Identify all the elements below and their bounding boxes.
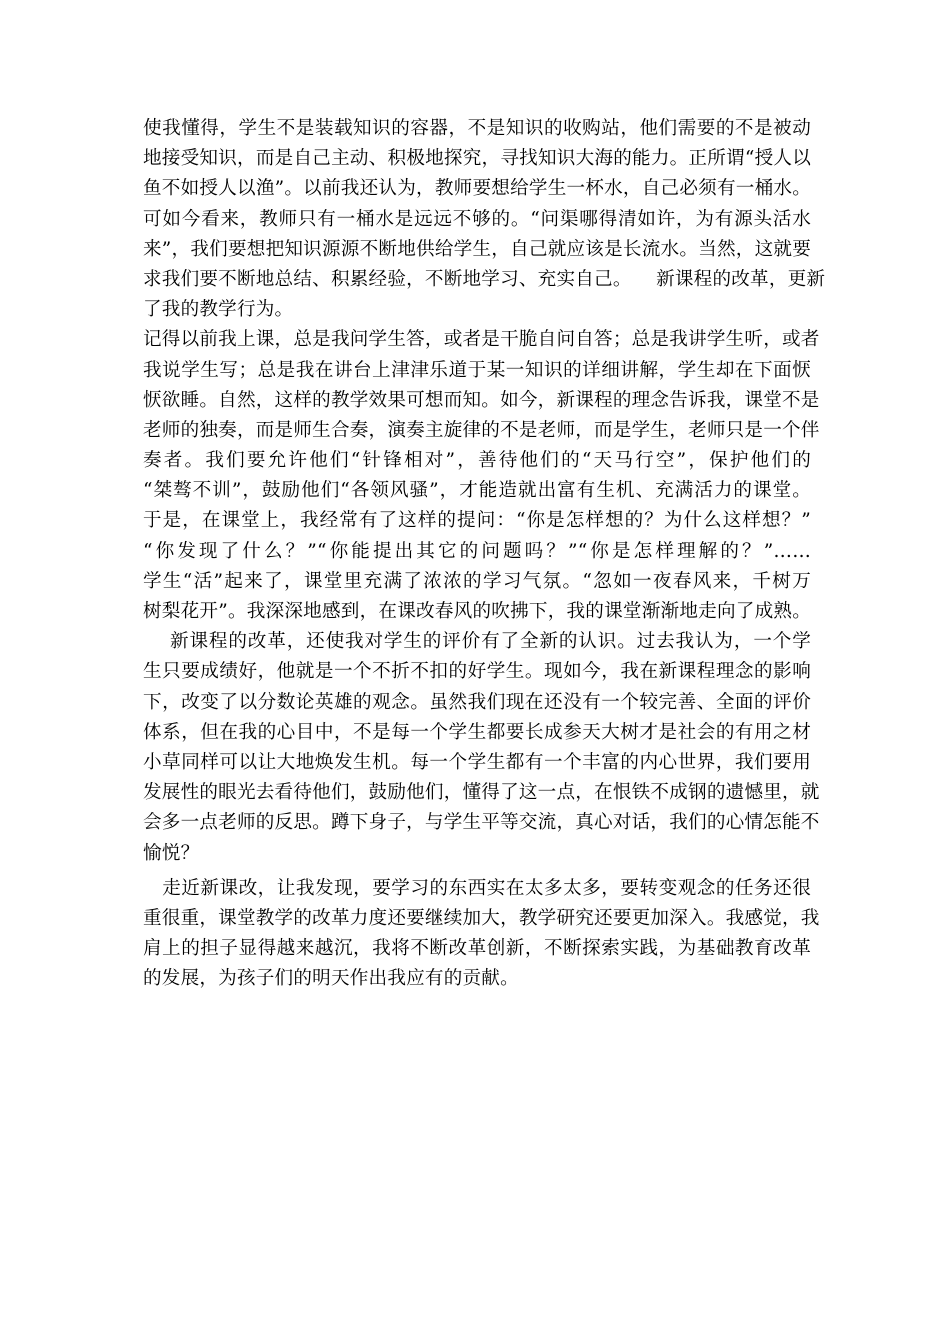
text-line: 记得以前我上课，总是我问学生答，或者是干脆自问自答；总是我讲学生听，或者: [143, 329, 820, 351]
text-line: 来”，我们要想把知识源源不断地供给学生，自己就应该是长流水。当然，这就要: [143, 238, 811, 260]
text-line: 使我懂得，学生不是装载知识的容器，不是知识的收购站，他们需要的不是被动: [143, 118, 811, 139]
text-line: 肩上的担子显得越来越沉，我将不断改革创新，不断探索实践，为基础教育改革: [143, 938, 811, 960]
text-line: 的发展，为孩子们的明天作出我应有的贡献。: [143, 968, 519, 990]
text-line: 新课程的改革，还使我对学生的评价有了全新的认识。过去我认为，一个学: [143, 631, 811, 653]
text-line: 求我们要不断地总结、积累经验，不断地学习、充实自己。 新课程的改革，更新: [143, 268, 826, 290]
text-line: 老师的独奏，而是师生合奏，演奏主旋律的不是老师，而是学生，老师只是一个伴: [143, 419, 820, 441]
text-line: 会多一点老师的反思。蹲下身子，与学生平等交流，真心对话，我们的心情怎能不: [143, 812, 820, 834]
text-line: 奏者。我们要允许他们“针锋相对”，善待他们的“天马行空”，保护他们的: [143, 450, 811, 472]
text-line: 地接受知识，而是自己主动、积极地探究，寻找知识大海的能力。正所谓“授人以: [143, 148, 811, 170]
text-line: 发展性的眼光去看待他们，鼓励他们，懂得了这一点，在恨铁不成钢的遗憾里，就: [143, 782, 820, 804]
text-line: 恹欲睡。自然，这样的教学效果可想而知。如今，新课程的理念告诉我，课堂不是: [143, 389, 820, 411]
text-line: 下，改变了以分数论英雄的观念。虽然我们现在还没有一个较完善、全面的评价: [143, 691, 811, 713]
text-line: 重很重，课堂教学的改革力度还要继续加大，教学研究还要更加深入。我感觉，我: [143, 907, 820, 929]
text-line: 于是，在课堂上，我经常有了这样的提问：“你是怎样想的？为什么这样想？”: [143, 510, 811, 532]
text-line: “你发现了什么？”“你能提出其它的问题吗？”“你是怎样理解的？”……: [143, 540, 811, 562]
text-line: 小草同样可以让大地焕发生机。每一个学生都有一个丰富的内心世界，我们要用: [143, 751, 811, 773]
text-line: 了我的教学行为。: [143, 299, 294, 321]
text-line: 我说学生写；总是我在讲台上津津乐道于某一知识的详细讲解，学生却在下面恹: [143, 359, 811, 381]
text-line: 可如今看来，教师只有一桶水是远远不够的。“问渠哪得清如许，为有源头活水: [143, 208, 811, 230]
text-line: 生只要成绩好，他就是一个不折不扣的好学生。现如今，我在新课程理念的影响: [143, 661, 811, 683]
text-line: 学生“活”起来了，课堂里充满了浓浓的学习气氛。“忽如一夜春风来，千树万: [143, 570, 811, 592]
text-line: 体系，但在我的心目中，不是每一个学生都要长成参天大树才是社会的有用之材: [143, 721, 811, 743]
document-body: [143, 114, 826, 994]
text-line: “桀骜不训”，鼓励他们“各领风骚”，才能造就出富有生机、充满活力的课堂。: [143, 480, 811, 502]
text-line: 树梨花开”。我深深地感到，在课改春风的吹拂下，我的课堂渐渐地走向了成熟。: [143, 601, 811, 622]
text-line: 鱼不如授人以渔”。以前我还认为，教师要想给学生一杯水，自己必须有一桶水。: [143, 178, 811, 200]
text-line: 走近新课改，让我发现，要学习的东西实在太多太多，要转变观念的任务还很: [143, 877, 811, 899]
text-line: 愉悦？: [143, 842, 200, 864]
